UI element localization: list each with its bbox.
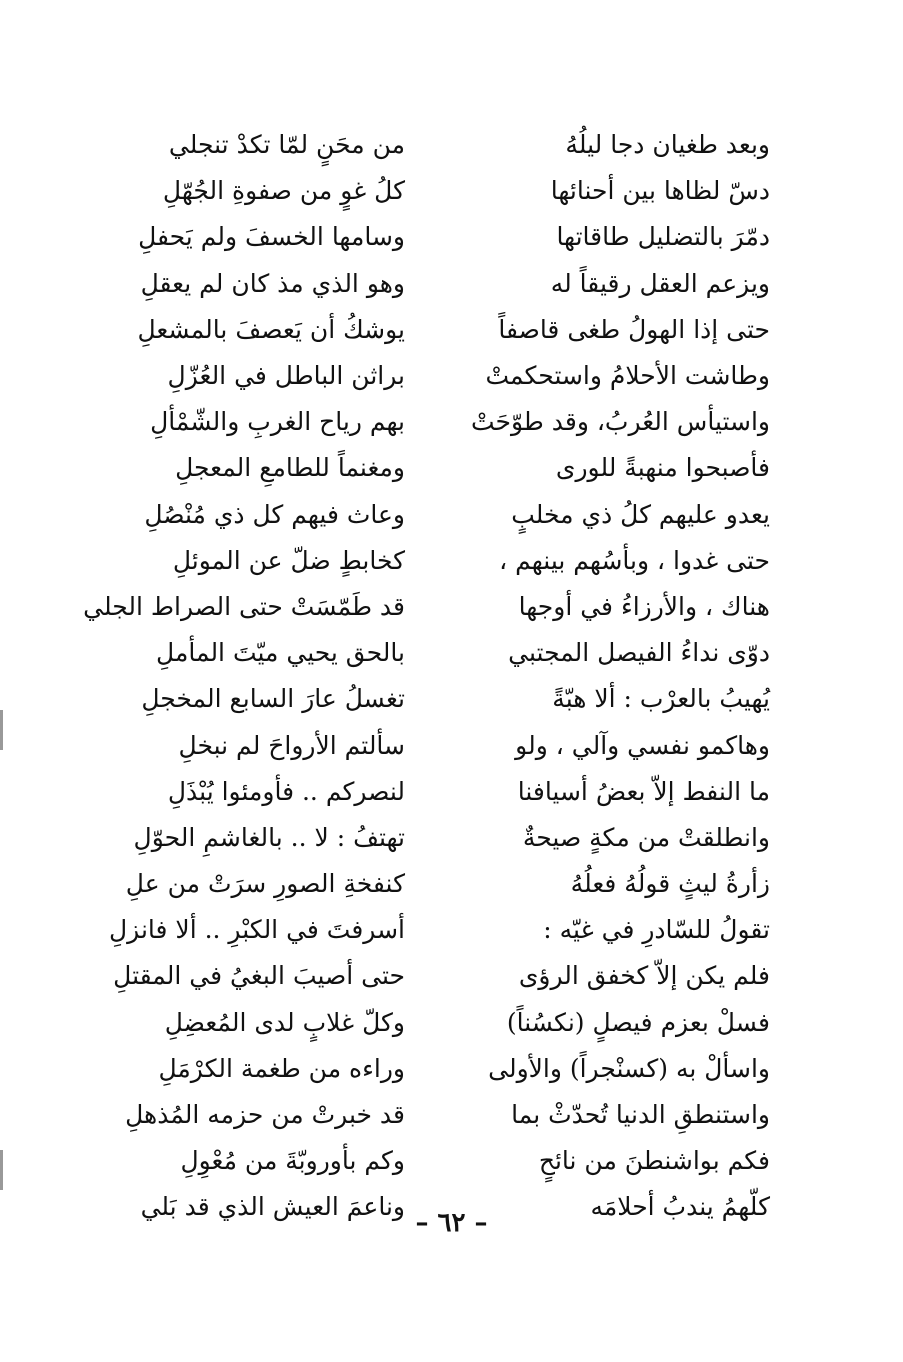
verse-line bbox=[120, 445, 770, 491]
verse-line bbox=[120, 769, 770, 815]
verse-second-hemistich: وسامها الخسفَ ولم يَحفلِ bbox=[138, 222, 405, 252]
verse-first-hemistich: وطاشت الأحلامُ واستحكمتْ bbox=[485, 361, 770, 391]
verse-line bbox=[120, 307, 770, 353]
verse-line bbox=[120, 399, 770, 445]
verse-line bbox=[120, 1138, 770, 1184]
poem-text bbox=[83, 122, 770, 1231]
scan-edge-mark bbox=[0, 710, 3, 750]
verse-first-hemistich: فسلْ بعزم فيصلٍ (نكسُناً) bbox=[506, 1007, 770, 1037]
verse-first-hemistich: هناك ، والأرزاءُ في أوجها bbox=[518, 591, 770, 621]
verse-second-hemistich: براثن الباطل في العُزّلِ bbox=[167, 361, 405, 391]
verse-line bbox=[120, 122, 770, 168]
verse-line bbox=[120, 492, 770, 538]
verse-second-hemistich: قد طَمّسَتْ حتى الصراط الجلي bbox=[83, 591, 405, 621]
verse-line bbox=[120, 353, 770, 399]
verse-first-hemistich: دمّرَ بالتضليل طاقاتها bbox=[556, 222, 770, 252]
verse-second-hemistich: ومغنماً للطامعِ المعجلِ bbox=[175, 453, 405, 483]
verse-second-hemistich: وكلّ غلابٍ لدى المُعضِلِ bbox=[164, 1007, 405, 1037]
verse-line bbox=[83, 584, 770, 630]
verse-first-hemistich: وبعد طغيان دجا ليلُهُ bbox=[565, 130, 770, 160]
verse-first-hemistich: فأصبحوا منهبةً للورى bbox=[555, 453, 770, 483]
verse-first-hemistich: يعدو عليهم كلُ ذي مخلبٍ bbox=[511, 499, 770, 529]
verse-first-hemistich: دسّ لظاها بين أحنائها bbox=[550, 176, 770, 206]
verse-second-hemistich: بهم رياح الغربِ والشّمْألِ bbox=[150, 407, 405, 437]
verse-first-hemistich: دوّى نداءُ الفيصل المجتبي bbox=[508, 638, 770, 668]
verse-second-hemistich: لنصركم .. فأومئوا يُبْذَلِ bbox=[167, 776, 405, 806]
verse-first-hemistich: وهاكمو نفسي وآلي ، ولو bbox=[515, 730, 770, 760]
verse-second-hemistich: يوشكُ أن يَعصفَ بالمشعلِ bbox=[137, 314, 405, 344]
verse-line bbox=[120, 815, 770, 861]
verse-first-hemistich: حتى إذا الهولُ طغى قاصفاً bbox=[498, 314, 770, 344]
verse-second-hemistich: تهتفُ : لا .. بالغاشمِ الحوّلِ bbox=[133, 822, 405, 852]
verse-second-hemistich: وهو الذي مذ كان لم يعقلِ bbox=[140, 268, 405, 298]
verse-line bbox=[120, 168, 770, 214]
verse-first-hemistich: حتى غدوا ، وبأسُهم بينهم ، bbox=[499, 545, 770, 575]
verse-line bbox=[120, 1046, 770, 1092]
verse-second-hemistich: من محَنٍ لمّا تكدْ تنجلي bbox=[168, 130, 405, 160]
verse-first-hemistich: تقولُ للسّادرِ في غيّه : bbox=[543, 915, 770, 945]
verse-first-hemistich: ويزعم العقل رقيقاً له bbox=[550, 268, 770, 298]
verse-line bbox=[120, 676, 770, 722]
verse-second-hemistich: كخابطٍ ضلّ عن الموئلِ bbox=[172, 545, 405, 575]
verse-second-hemistich: كنفخةِ الصورِ سرَتْ من علِ bbox=[125, 869, 405, 899]
verse-first-hemistich: واستنطقِ الدنيا تُحدّثْ بما bbox=[511, 1100, 770, 1130]
verse-second-hemistich: وناعمَ العيش الذي قد بَلي bbox=[140, 1192, 405, 1222]
verse-first-hemistich: ما النفط إلاّ بعضُ أسيافنا bbox=[517, 776, 770, 806]
page-number: – ٦٢ – bbox=[415, 1208, 488, 1238]
verse-second-hemistich: تغسلُ عارَ السابع المخجلِ bbox=[141, 684, 405, 714]
verse-second-hemistich: وعاث فيهم كل ذي مُنْصُلِ bbox=[144, 499, 405, 529]
scan-edge-mark bbox=[0, 1150, 3, 1190]
verse-line bbox=[120, 261, 770, 307]
verse-line bbox=[120, 214, 770, 260]
verse-first-hemistich: واستيأس العُربُ، وقد طوّحَتْ bbox=[470, 407, 770, 437]
verse-second-hemistich: وكم بأوروبّةَ من مُعْوِلِ bbox=[180, 1146, 405, 1176]
verse-second-hemistich: بالحق يحيي ميّتَ المأملِ bbox=[156, 638, 405, 668]
verse-first-hemistich: يُهيبُ بالعرْب : ألا هبّةً bbox=[552, 684, 770, 714]
verse-first-hemistich: فكم بواشنطنَ من نائحٍ bbox=[538, 1146, 770, 1176]
verse-first-hemistich: وانطلقتْ من مكةٍ صيحةٌ bbox=[522, 822, 770, 852]
verse-line bbox=[120, 630, 770, 676]
verse-line bbox=[120, 1092, 770, 1138]
verse-line bbox=[120, 861, 770, 907]
verse-second-hemistich: وراءه من طغمة الكرْمَلِ bbox=[158, 1053, 405, 1083]
verse-first-hemistich: كلّهمُ يندبُ أحلامَه bbox=[590, 1192, 770, 1222]
verse-second-hemistich: قد خبرتْ من حزمه المُذهلِ bbox=[125, 1100, 405, 1130]
verse-line bbox=[120, 1000, 770, 1046]
verse-first-hemistich: فلم يكن إلاّ كخفق الرؤى bbox=[518, 961, 770, 991]
verse-line bbox=[120, 722, 770, 768]
verse-line bbox=[113, 953, 770, 999]
verse-second-hemistich: سألتم الأرواحَ لم نبخلِ bbox=[178, 730, 405, 760]
verse-first-hemistich: زأرةُ ليثٍ قولُهُ فعلُهُ bbox=[570, 869, 770, 899]
verse-line bbox=[120, 538, 770, 584]
verse-first-hemistich: واسألْ به (كسنْجراً) والأولى bbox=[488, 1053, 770, 1083]
verse-second-hemistich: كلُ غوٍ من صفوةِ الجُهّلِ bbox=[162, 176, 405, 206]
verse-second-hemistich: أسرفتَ في الكبْرِ .. ألا فانزلِ bbox=[109, 915, 405, 945]
verse-line bbox=[109, 907, 770, 953]
verse-second-hemistich: حتى أصيبَ البغيُ في المقتلِ bbox=[113, 961, 405, 991]
